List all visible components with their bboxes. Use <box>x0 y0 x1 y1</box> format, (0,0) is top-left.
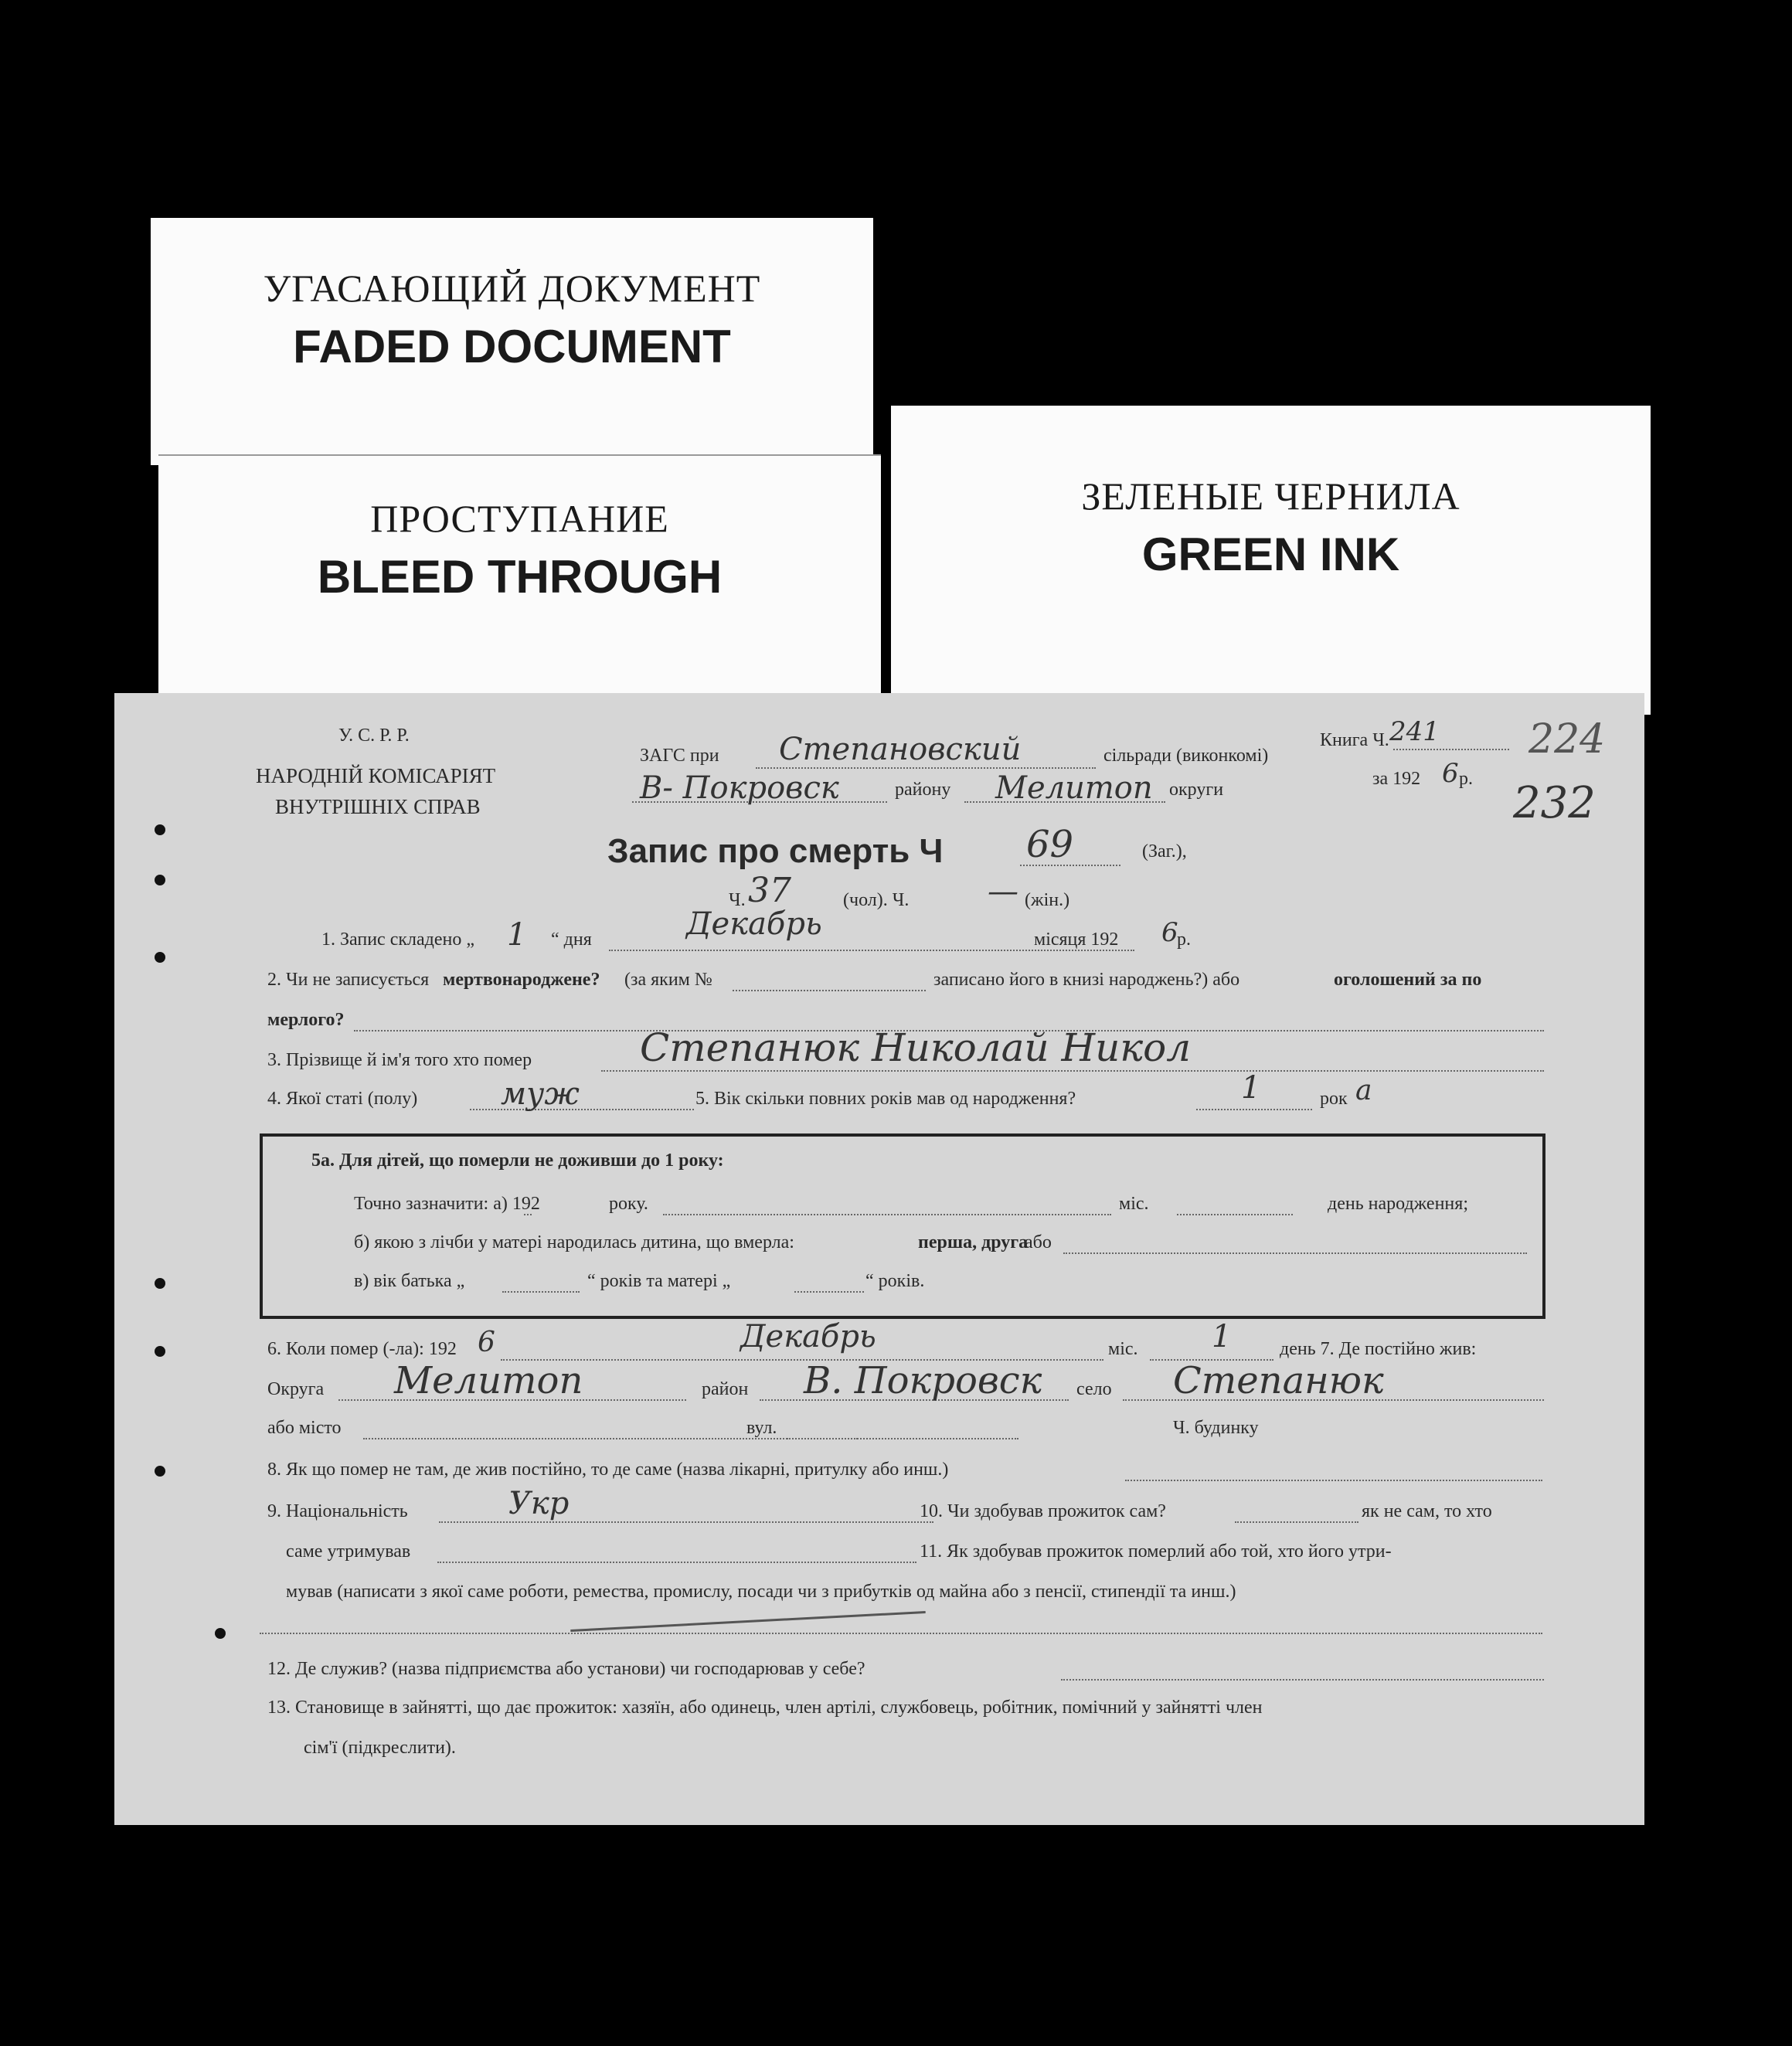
field-8-label: 8. Як що помер не там, де жив постійно, то де саме (назва лікарні, притулку або инш.) <box>267 1460 949 1480</box>
field-10-who: як не сам, то хто <box>1362 1501 1492 1521</box>
dotted-line <box>1177 1214 1293 1215</box>
punch-hole <box>155 952 165 963</box>
dotted-line <box>663 1214 1111 1215</box>
punch-hole <box>155 1278 165 1289</box>
dotted-line <box>787 1438 1018 1439</box>
dotted-line <box>1020 865 1120 866</box>
title-ch: Ч. <box>729 890 746 910</box>
dotted-line <box>1235 1521 1358 1523</box>
field-7-rayon: район <box>702 1379 749 1399</box>
field-7-selo: село <box>1076 1379 1112 1399</box>
field-10-label: 10. Чи здобував прожиток сам? <box>920 1501 1166 1521</box>
card-label-en: BLEED THROUGH <box>317 551 723 603</box>
rayonu-label: району <box>895 780 951 800</box>
hw-margin-number-1: 224 <box>1528 716 1606 763</box>
book-label: Книга Ч. <box>1320 730 1389 750</box>
field-2-label: 2. Чи не записується <box>267 970 430 990</box>
dotted-line <box>756 767 1096 769</box>
hw-age-suffix: а <box>1355 1075 1372 1106</box>
hw-sex: муж <box>501 1076 580 1112</box>
field-7-misto: або місто <box>267 1418 342 1438</box>
field-7-house: Ч. будинку <box>1173 1418 1259 1438</box>
field-9-label: 9. Національність <box>267 1501 408 1521</box>
hw-village: Степановский <box>779 732 1022 767</box>
field-10-supported: саме утримував <box>286 1541 411 1562</box>
okrugy-label: округи <box>1169 780 1224 800</box>
field-5a-a-label: Точно зазначити: а) 192 <box>354 1194 540 1214</box>
punch-hole <box>155 1346 165 1357</box>
commissariat-line-2: ВНУТРІШНІХ СПРАВ <box>275 795 481 818</box>
hw-death-month: Декабрь <box>740 1319 876 1354</box>
state-label: У. С. Р. Р. <box>338 726 410 746</box>
dotted-line <box>502 1291 580 1293</box>
bleed-through-card <box>158 454 881 695</box>
dotted-line <box>439 1521 933 1523</box>
hw-margin-number-2: 232 <box>1513 778 1596 828</box>
dotted-line <box>524 1214 532 1215</box>
dotted-line <box>260 1633 1542 1634</box>
commissariat-line-1: НАРОДНІЙ КОМІСАРІЯТ <box>256 764 496 787</box>
field-4-label: 4. Якої статі (полу) <box>267 1089 418 1109</box>
hw-death-day: 1 <box>1212 1319 1232 1354</box>
field-3-label: 3. Прізвище й ім'я того хто помер <box>267 1050 532 1070</box>
card-label-ru: ПРОСТУПАНИЕ <box>370 497 669 540</box>
punch-hole <box>155 1466 165 1477</box>
hw-year-suffix: 6 <box>1442 758 1459 789</box>
hw-record-no: 69 <box>1026 823 1074 866</box>
year-r-label: р. <box>1459 769 1473 789</box>
field-1-day-label: “ дня <box>551 930 592 950</box>
field-6-day-7: день 7. Де постійно жив: <box>1280 1339 1477 1359</box>
silrady-label: сільради (виконкомі) <box>1103 746 1269 766</box>
field-5a-day: день народження; <box>1328 1194 1468 1214</box>
hw-name: Степанюк Николай Никол <box>640 1025 1192 1070</box>
year-label: за 192 <box>1372 769 1421 789</box>
dotted-line <box>794 1291 864 1293</box>
field-6-month: міс. <box>1108 1339 1138 1359</box>
hw-age: 1 <box>1241 1070 1261 1106</box>
field-11-label: 11. Як здобував прожиток померлий або той, хто його утри- <box>920 1541 1392 1562</box>
dotted-line <box>1063 1252 1527 1254</box>
field-5a-year: року. <box>609 1194 648 1214</box>
form-title: Запис про смерть Ч <box>607 832 944 870</box>
title-zhin: (жін.) <box>1025 890 1070 910</box>
field-2-deceased: мерлого? <box>267 1010 345 1030</box>
field-7-okruga: Округа <box>267 1379 325 1399</box>
dotted-line <box>1061 1679 1544 1681</box>
card-label-en: GREEN INK <box>1141 528 1400 580</box>
field-2-number: (за яким № <box>624 970 712 990</box>
field-5a-c-years: “ років. <box>865 1271 925 1291</box>
field-6-label: 6. Коли помер (-ла): 192 <box>267 1339 457 1359</box>
death-record-form <box>114 693 1644 1825</box>
field-12-label: 12. Де служив? (назва підприємства або установи) чи господарював у себе? <box>267 1659 865 1679</box>
hw-year2: 6 <box>1161 917 1178 948</box>
field-5a-b-label: б) якою з лічби у матері народилась дитина, що вмерла: <box>354 1232 794 1252</box>
dotted-line <box>733 990 926 991</box>
dotted-line <box>1196 1109 1312 1110</box>
field-5-unit: рок <box>1320 1089 1348 1109</box>
hw-male-no: 37 <box>748 871 791 910</box>
green-ink-card <box>891 406 1651 715</box>
field-1-label: 1. Запис складено „ <box>321 930 474 950</box>
field-11-detail: мував (написати з якої саме роботи, ремества, промислу, посади чи з прибутків од майна або з пенсії, стипендії та инш.) <box>286 1582 1236 1602</box>
field-13-underline: сім'ї (підкреслити). <box>304 1738 456 1758</box>
hw-dash-stroke <box>570 1611 926 1632</box>
card-label-ru: УГАСАЮЩИЙ ДОКУМЕНТ <box>263 267 761 310</box>
hw-res-rayon: В. Покровск <box>804 1359 1042 1402</box>
title-zag: (Заг.), <box>1142 841 1187 862</box>
field-5a-title: 5а. Для дітей, що померли не доживши до 1 року: <box>311 1150 724 1171</box>
hw-death-year: 6 <box>478 1327 495 1358</box>
punch-hole <box>215 1628 226 1639</box>
hw-month: Декабрь <box>686 906 822 942</box>
hw-res-okruga: Мелитоп <box>394 1359 583 1402</box>
dotted-line <box>363 1438 858 1439</box>
field-2-book: записано його в книзі народжень?) або <box>933 970 1240 990</box>
zags-label: ЗАГС при <box>640 746 719 766</box>
field-2-stillborn: мертвонароджене? <box>443 970 600 990</box>
dotted-line <box>437 1562 916 1563</box>
field-2-declared: оголошений за по <box>1334 970 1482 990</box>
field-5a-b-or: або <box>1025 1232 1052 1252</box>
field-5a-month: міс. <box>1119 1194 1149 1214</box>
dotted-line <box>601 1070 1544 1072</box>
hw-day: 1 <box>507 917 527 953</box>
punch-hole <box>155 824 165 835</box>
field-13-label: 13. Становище в зайнятті, що дає прожиток: хазяїн, або одинець, член артілі, службовець, робітник, помічний у зайнятті член <box>267 1698 1263 1718</box>
field-5a-c-mother: “ років та матері „ <box>587 1271 731 1291</box>
faded-document-card <box>151 218 873 465</box>
dotted-line <box>1393 749 1509 750</box>
hw-female-no: — <box>988 874 1018 909</box>
field-5a-b-order: перша, друга <box>918 1232 1029 1252</box>
dotted-line <box>1125 1480 1542 1481</box>
field-7-street: вул. <box>746 1418 777 1438</box>
card-label-ru: ЗЕЛЕНЫЕ ЧЕРНИЛА <box>1081 474 1460 518</box>
hw-rayon: В- Покровск <box>640 770 839 806</box>
title-chol: (чол). Ч. <box>843 890 910 910</box>
card-label-en: FADED DOCUMENT <box>293 321 731 372</box>
field-5a-c-father: в) вік батька „ <box>354 1271 465 1291</box>
punch-hole <box>155 875 165 885</box>
field-5-label: 5. Вік скільки повних років мав од народження? <box>695 1089 1076 1109</box>
field-1-r: р. <box>1177 930 1191 950</box>
hw-nationality: Укр <box>508 1486 570 1521</box>
field-1-month-label: місяця 192 <box>1034 930 1119 950</box>
hw-res-selo: Степанюк <box>1173 1359 1384 1402</box>
hw-okruga: Мелитоп <box>995 770 1153 806</box>
hw-book-no: 241 <box>1389 716 1440 747</box>
